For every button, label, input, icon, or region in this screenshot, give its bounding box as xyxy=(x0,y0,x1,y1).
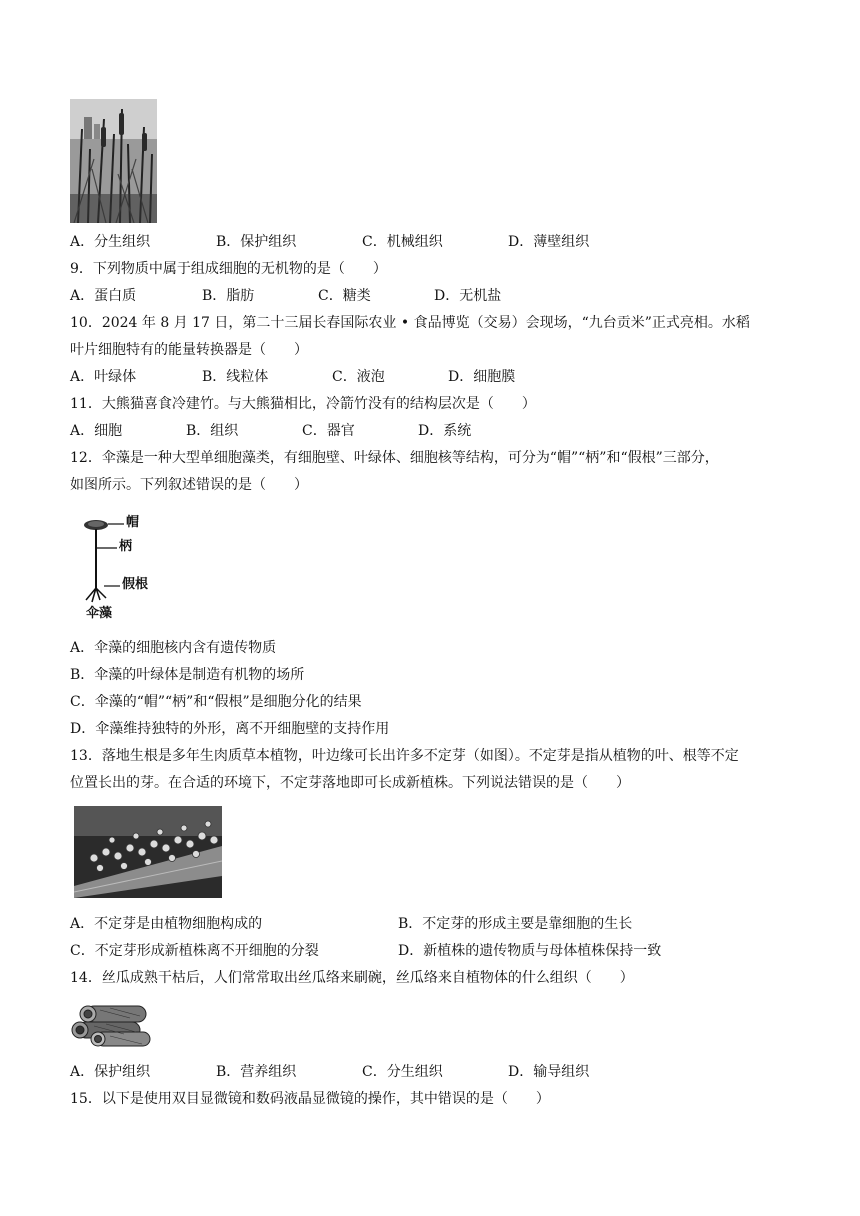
q10-stem-line-2: 叶片细胞特有的能量转换器是（ ） xyxy=(70,342,308,358)
q10-options xyxy=(70,367,790,387)
q12-option-b[interactable]: B．伞藻的叶绿体是制造有机物的场所 xyxy=(70,667,305,683)
q12-option-d[interactable]: D．伞藻维持独特的外形，离不开细胞壁的支持作用 xyxy=(70,721,390,737)
q11-option-c[interactable]: C．器官 xyxy=(302,423,355,439)
q13-stem-line-2: 位置长出的芽。在合适的环境下，不定芽落地即可长成新植株。下列说法错误的是（ ） xyxy=(70,775,630,791)
loofah-sponge-photo xyxy=(70,1002,154,1050)
q14-stem: 14．丝瓜成熟干枯后，人们常常取出丝瓜络来刷碗，丝瓜络来自植物体的什么组织（ ） xyxy=(70,970,634,986)
q10-option-d[interactable]: D．细胞膜 xyxy=(448,369,516,385)
acetabularia-diagram xyxy=(70,514,180,626)
q15-stem: 15．以下是使用双目显微镜和数码液晶显微镜的操作，其中错误的是（ ） xyxy=(70,1091,550,1107)
q13-option-b[interactable]: B．不定芽的形成主要是靠细胞的生长 xyxy=(398,916,633,932)
q11-option-d[interactable]: D．系统 xyxy=(418,423,472,439)
q14-option-d[interactable]: D．输导组织 xyxy=(508,1064,590,1080)
q8-option-c[interactable]: C．机械组织 xyxy=(362,234,443,250)
q9-option-d[interactable]: D．无机盐 xyxy=(434,288,502,304)
q9-option-b[interactable]: B．脂肪 xyxy=(202,288,255,304)
q8-option-b[interactable]: B．保护组织 xyxy=(216,234,297,250)
q8-option-d[interactable]: D．薄壁组织 xyxy=(508,234,590,250)
q12-stem-line-2: 如图所示。下列叙述错误的是（ ） xyxy=(70,477,308,493)
label-cap: 帽 xyxy=(126,515,140,530)
label-stalk: 柄 xyxy=(119,539,133,554)
q13-option-a[interactable]: A．不定芽是由植物细胞构成的 xyxy=(70,916,263,932)
q11-options xyxy=(70,421,790,441)
q11-option-a[interactable]: A．细胞 xyxy=(70,423,123,439)
q9-options xyxy=(70,286,790,306)
q10-option-b[interactable]: B．线粒体 xyxy=(202,369,269,385)
q13-option-c[interactable]: C．不定芽形成新植株离不开细胞的分裂 xyxy=(70,943,319,959)
label-caption: 伞藻 xyxy=(86,606,113,621)
q9-stem: 9．下列物质中属于组成细胞的无机物的是（ ） xyxy=(70,261,387,277)
q9-option-a[interactable]: A．蛋白质 xyxy=(70,288,137,304)
q11-option-b[interactable]: B．组织 xyxy=(186,423,239,439)
q14-option-c[interactable]: C．分生组织 xyxy=(362,1064,443,1080)
kalanchoe-leaf-photo xyxy=(74,806,222,898)
q13-option-d[interactable]: D．新植株的遗传物质与母体植株保持一致 xyxy=(398,943,662,959)
q11-stem: 11．大熊猫喜食冷建竹。与大熊猫相比，冷箭竹没有的结构层次是（ ） xyxy=(70,396,536,412)
reed-plant-photo xyxy=(70,99,157,223)
q10-option-c[interactable]: C．液泡 xyxy=(332,369,385,385)
q13-options-row-2 xyxy=(70,941,790,961)
q12-stem-line-1: 12．伞藻是一种大型单细胞藻类，有细胞壁、叶绿体、细胞核等结构，可分为“帽”“柄”和“假根”三部分， xyxy=(70,450,719,466)
q13-options-row-1 xyxy=(70,914,790,934)
q9-option-c[interactable]: C．糖类 xyxy=(318,288,371,304)
q14-options xyxy=(70,1062,790,1082)
q12-option-a[interactable]: A．伞藻的细胞核内含有遗传物质 xyxy=(70,640,277,656)
q14-option-a[interactable]: A．保护组织 xyxy=(70,1064,151,1080)
label-rhizoid: 假根 xyxy=(122,577,149,592)
q10-option-a[interactable]: A．叶绿体 xyxy=(70,369,137,385)
q12-option-c[interactable]: C．伞藻的“帽”“柄”和“假根”是细胞分化的结果 xyxy=(70,694,362,710)
q8-option-a[interactable]: A．分生组织 xyxy=(70,234,151,250)
q14-option-b[interactable]: B．营养组织 xyxy=(216,1064,297,1080)
q10-stem-line-1: 10．2024 年 8 月 17 日，第二十三届长春国际农业 • 食品博览（交易）会现场，“九台贡米”正式亮相。水稻 xyxy=(70,315,750,331)
q13-stem-line-1: 13．落地生根是多年生肉质草本植物，叶边缘可长出许多不定芽（如图）。不定芽是指从植物的叶、根等不定 xyxy=(70,748,739,764)
q8-options xyxy=(70,232,790,252)
